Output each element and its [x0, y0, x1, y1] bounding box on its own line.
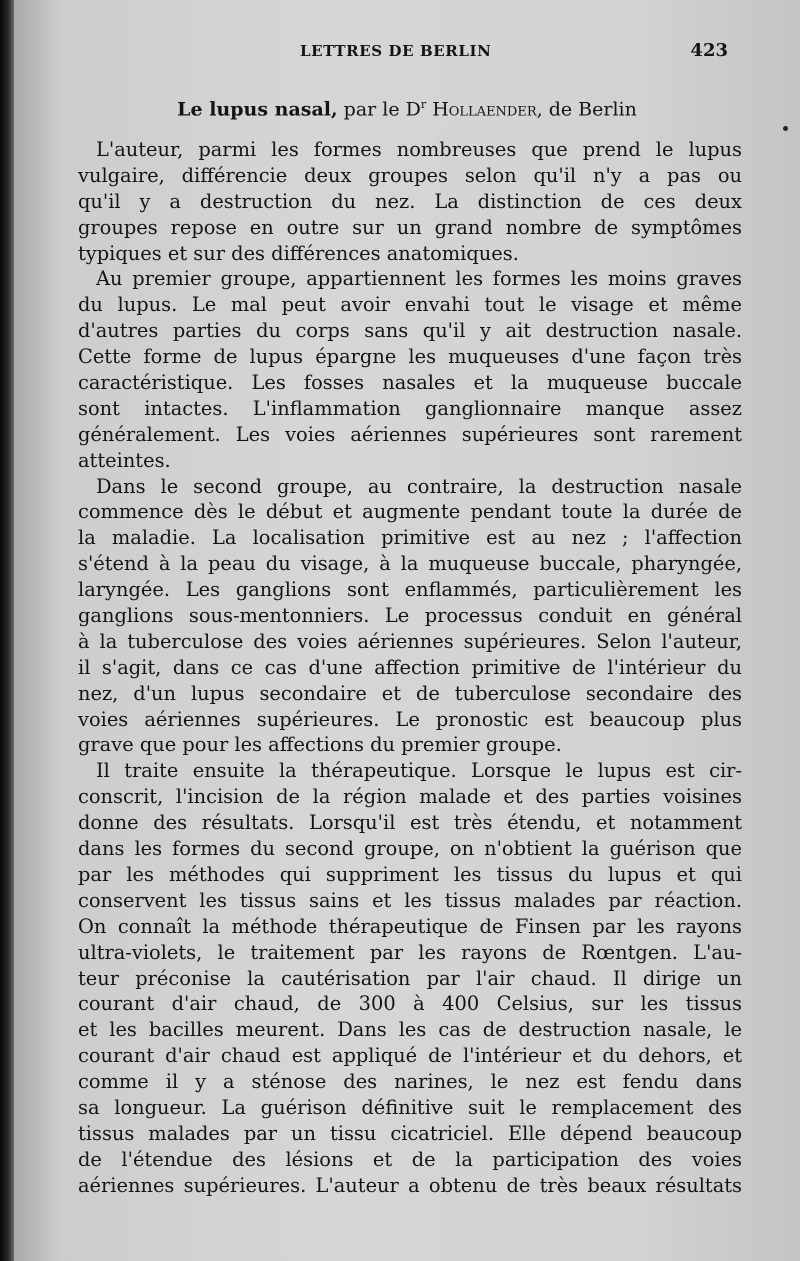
text-line: grave que pour les affections du premier groupe. — [78, 733, 562, 757]
text-line: donne des résultats. Lorsqu'il est très étendu, et notamment — [78, 811, 742, 835]
text-line: la maladie. La localisation primitive est au nez ; l'affection — [78, 526, 742, 550]
text-line: s'étend à la peau du visage, à la muqueuse buccale, pharyngée, — [78, 552, 742, 576]
page-number: 423 — [690, 40, 728, 61]
text-line: par les méthodes qui suppriment les tissus du lupus et qui — [78, 862, 742, 886]
text-line: nez, d'un lupus secondaire et de tuberculose secondaire des — [78, 681, 742, 705]
text-line: qu'il y a destruction du nez. La distinction de ces deux — [78, 189, 742, 213]
text-line: courant d'air chaud, de 300 à 400 Celsius, sur les tissus — [78, 992, 742, 1016]
book-page — [14, 0, 800, 1261]
text-line: caractéristique. Les fosses nasales et la muqueuse buccale — [78, 371, 742, 395]
article-title-author: Hollaender — [432, 98, 537, 121]
text-line: teur préconise la cautérisation par l'air chaud. Il dirige un — [78, 966, 742, 990]
book-gutter-shadow — [0, 0, 14, 1261]
text-line: typiques et sur des différences anatomiques. — [78, 241, 519, 265]
text-line: sont intactes. L'inflammation ganglionnaire manque assez — [78, 396, 742, 420]
text-line: Cette forme de lupus épargne les muqueuses d'une façon très — [78, 345, 742, 369]
text-line: et les bacilles meurent. Dans les cas de destruction nasale, le — [78, 1018, 742, 1042]
article-title — [14, 98, 800, 120]
text-line: dans les formes du second groupe, on n'obtient la guérison que — [78, 837, 742, 861]
text-line: ultra-violets, le traitement par les rayons de Rœntgen. L'au- — [78, 940, 742, 964]
text-line: comme il y a sténose des narines, le nez est fendu dans — [78, 1070, 742, 1094]
text-line: d'autres parties du corps sans qu'il y ait destruction nasale. — [78, 319, 742, 343]
text-line: atteintes. — [78, 448, 171, 472]
text-line: sa longueur. La guérison définitive suit le remplacement des — [78, 1095, 742, 1119]
text-line: tissus malades par un tissu cicatriciel. Elle dépend beaucoup — [78, 1121, 742, 1145]
text-line: L'auteur, parmi les formes nombreuses que prend le lupus — [96, 138, 742, 161]
article-title-by: par le D — [343, 98, 421, 121]
article-body — [78, 137, 742, 1199]
text-line: commence dès le début et augmente pendant toute la durée de — [78, 500, 742, 524]
text-line: du lupus. Le mal peut avoir envahi tout le visage et même — [78, 293, 742, 317]
running-title: LETTRES DE BERLIN — [300, 42, 492, 60]
article-title-dr-suffix: r — [420, 98, 427, 111]
text-line: vulgaire, différencie deux groupes selon qu'il n'y a pas ou — [78, 163, 742, 187]
text-line: voies aériennes supérieures. Le pronostic est beaucoup plus — [78, 707, 742, 731]
ink-speck — [783, 126, 788, 131]
text-line: Il traite ensuite la thérapeutique. Lorsque le lupus est cir- — [96, 759, 742, 783]
text-line: Au premier groupe, appartiennent les formes les moins graves — [96, 267, 742, 291]
article-title-subject: Le lupus nasal, — [177, 98, 338, 121]
text-line: aériennes supérieures. L'auteur a obtenu de très beaux résultats — [78, 1173, 742, 1197]
text-line: courant d'air chaud est appliqué de l'intérieur et du dehors, et — [78, 1044, 742, 1068]
text-line: ganglions sous-mentonniers. Le processus conduit en général — [78, 604, 742, 628]
text-line: conservent les tissus sains et les tissus malades par réaction. — [78, 888, 742, 912]
text-line: groupes repose en outre sur un grand nombre de symptômes — [78, 215, 742, 239]
text-line: conscrit, l'incision de la région malade et des parties voisines — [78, 785, 742, 809]
running-head — [14, 38, 800, 68]
article-title-place: , de Berlin — [536, 98, 637, 121]
text-line: laryngée. Les ganglions sont enflammés, particulièrement les — [78, 578, 742, 602]
text-line: On connaît la méthode thérapeutique de Finsen par les rayons — [78, 914, 742, 938]
text-line: il s'agit, dans ce cas d'une affection primitive de l'intérieur du — [78, 655, 742, 679]
text-line: Dans le second groupe, au contraire, la destruction nasale — [96, 474, 742, 498]
text-line: à la tuberculose des voies aériennes supérieures. Selon l'auteur, — [78, 629, 742, 653]
text-line: de l'étendue des lésions et de la participation des voies — [78, 1147, 742, 1171]
text-line: généralement. Les voies aériennes supérieures sont rarement — [78, 422, 742, 446]
